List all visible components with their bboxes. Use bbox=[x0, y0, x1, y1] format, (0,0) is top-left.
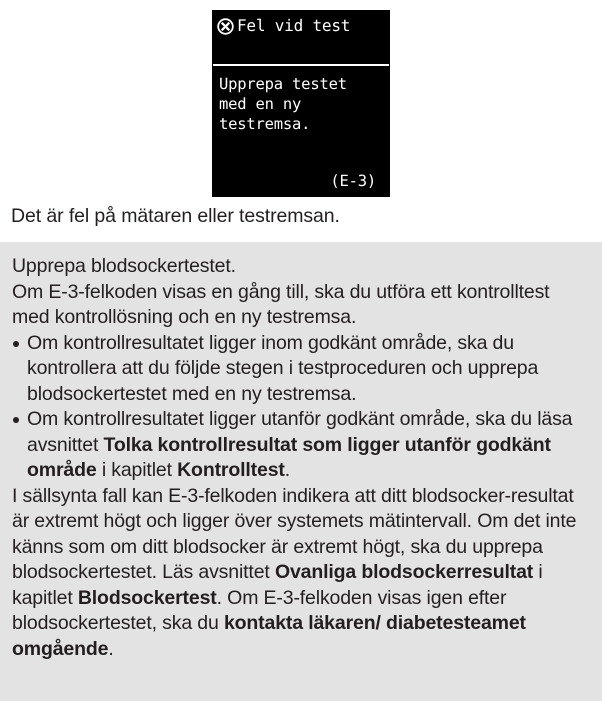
bullet-dot-icon bbox=[13, 417, 19, 423]
device-message-line-2: med en ny bbox=[219, 95, 302, 113]
device-screen-message bbox=[212, 66, 390, 134]
device-message-line-1: Upprepa testet bbox=[219, 75, 347, 93]
intro-line-2: Om E-3-felkoden visas en gång till, ska du utföra ett kontrolltest med kontrollösning och en ny testremsa. bbox=[12, 280, 550, 328]
intro-line-1: Upprepa blodsockertestet. bbox=[12, 255, 236, 277]
bullet-dot-icon bbox=[13, 341, 19, 347]
screen-caption: Det är fel på mätaren eller testremsan. bbox=[11, 205, 340, 227]
device-screen-title: Fel vid test bbox=[237, 16, 351, 35]
list-item-text: Om kontrollresultatet ligger inom godkänt område, ska du kontrollera att du följde stegen i testproceduren och upprepa blodsockertestet med en ny testremsa. bbox=[27, 331, 539, 405]
device-screen bbox=[212, 10, 390, 197]
list-item bbox=[12, 407, 590, 484]
error-circle-x-icon bbox=[217, 18, 234, 35]
device-message-line-3: testremsa. bbox=[219, 115, 311, 133]
instruction-bullet-list bbox=[12, 331, 590, 484]
list-item bbox=[12, 331, 590, 408]
closing-paragraph: I sällsynta fall kan E-3-felkoden indikera att ditt blodsocker-resultat är extremt högt och ligger över systemets mätintervall. Om det inte känns som om ditt blodsocker är extremt högt, ska du upprepa blodsockertestet. Läs avsnittet Ovanliga blodsockerresultat i kapitlet Blodsockertest. Om E-3-felkoden visas igen efter blodsockertestet, ska du kontakta läkaren/ diabetesteamet omgående. bbox=[12, 484, 577, 660]
device-screen-header bbox=[212, 10, 390, 64]
instruction-panel bbox=[0, 242, 602, 701]
device-error-code: (E-3) bbox=[330, 172, 376, 190]
list-item-text: Om kontrollresultatet ligger utanför godkänt område, ska du läsa avsnittet Tolka kontrollresultat som ligger utanför godkänt område i kapitlet Kontrolltest. bbox=[27, 408, 573, 481]
